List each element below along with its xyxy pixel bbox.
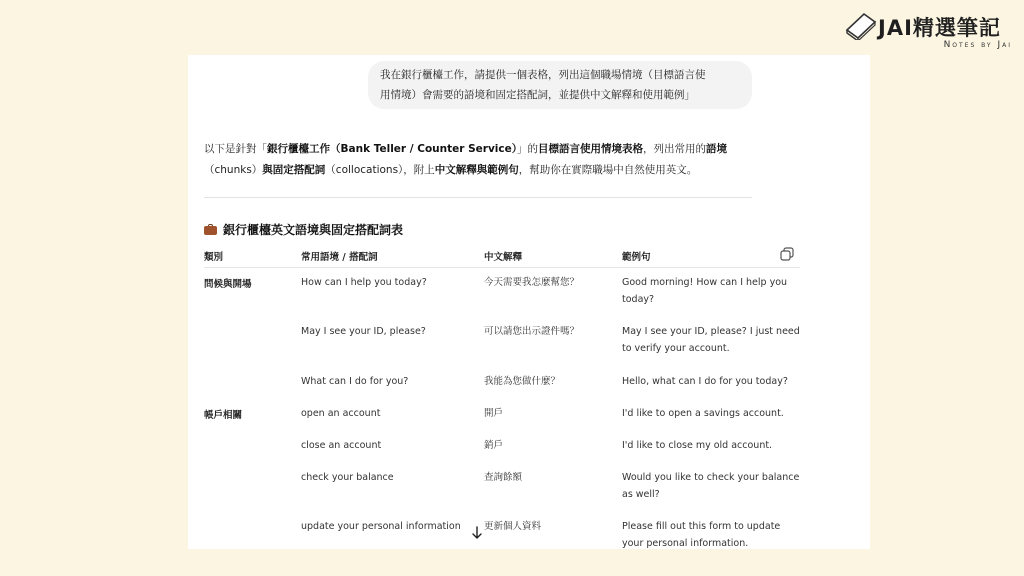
table-cell-meaning: 我能為您做什麼？ (484, 376, 561, 387)
table-cell-meaning: 更新個人資料 (484, 521, 542, 532)
scroll-down-arrow-icon[interactable] (470, 525, 484, 541)
copy-icon[interactable] (780, 247, 794, 261)
table-cell-phrase: check your balance (301, 472, 394, 483)
brand-subtitle: Notes by Jai (943, 40, 1012, 50)
table-cell-phrase: update your personal information (301, 521, 461, 532)
user-message-line: 用情境）會需要的語境和固定搭配詞，並提供中文解釋和使用範例」 (380, 89, 695, 101)
table-cell-meaning: 今天需要我怎麼幫您？ (484, 277, 580, 288)
user-message-bubble (368, 61, 752, 109)
table-header (204, 245, 800, 268)
table-cell-phrase: open an account (301, 408, 381, 419)
section-title: 銀行櫃檯英文語境與固定搭配詞表 (204, 221, 403, 238)
table-cell-example: Hello, what can I do for you today? (622, 376, 788, 387)
category-account: 帳戶相關 (204, 410, 243, 421)
table-cell-example: Please fill out this form to update your personal information. (622, 521, 781, 549)
brand-logo (842, 10, 1018, 54)
chat-panel (188, 55, 870, 549)
table-cell-meaning: 銷戶 (484, 440, 504, 451)
briefcase-icon (204, 224, 217, 235)
table-cell-example: May I see your ID, please? I just need to verify your account. (622, 326, 800, 354)
table-cell-phrase: close an account (301, 440, 382, 451)
table-cell-meaning: 開戶 (484, 408, 504, 419)
table-cell-example: I'd like to open a savings account. (622, 408, 784, 419)
table-cell-phrase: How can I help you today? (301, 277, 427, 288)
table-cell-example: Would you like to check your balance as well? (622, 472, 800, 500)
user-message-line: 我在銀行櫃檯工作，請提供一個表格，列出這個職場情境（目標語言使 (380, 69, 706, 81)
divider (204, 197, 752, 198)
header-phrase: 常用語境 / 搭配詞 (301, 252, 378, 263)
assistant-intro: 以下是針對「銀行櫃檯工作（Bank Teller / Counter Service）」的目標語言使用情境表格，列出常用的語境 （chunks）與固定搭配詞（collocations），附上中文解釋與範例句，幫助你在實際職場中自然使用英文。 (204, 143, 727, 176)
table-cell-example: I'd like to close my old account. (622, 440, 773, 451)
header-meaning: 中文解釋 (484, 252, 523, 263)
header-example: 範例句 (622, 252, 651, 263)
header-category: 類別 (204, 252, 224, 263)
table-cell-phrase: May I see your ID, please? (301, 326, 426, 337)
table-cell-phrase: What can I do for you? (301, 376, 409, 387)
category-greeting: 問候與開場 (204, 279, 252, 290)
table-cell-example: Good morning! How can I help you today? (622, 277, 788, 305)
table-cell-meaning: 查詢餘額 (484, 472, 523, 483)
notebook-icon (844, 10, 878, 40)
brand-name: JAI精選筆記 (878, 16, 1001, 40)
table-cell-meaning: 可以請您出示證件嗎？ (484, 326, 580, 337)
